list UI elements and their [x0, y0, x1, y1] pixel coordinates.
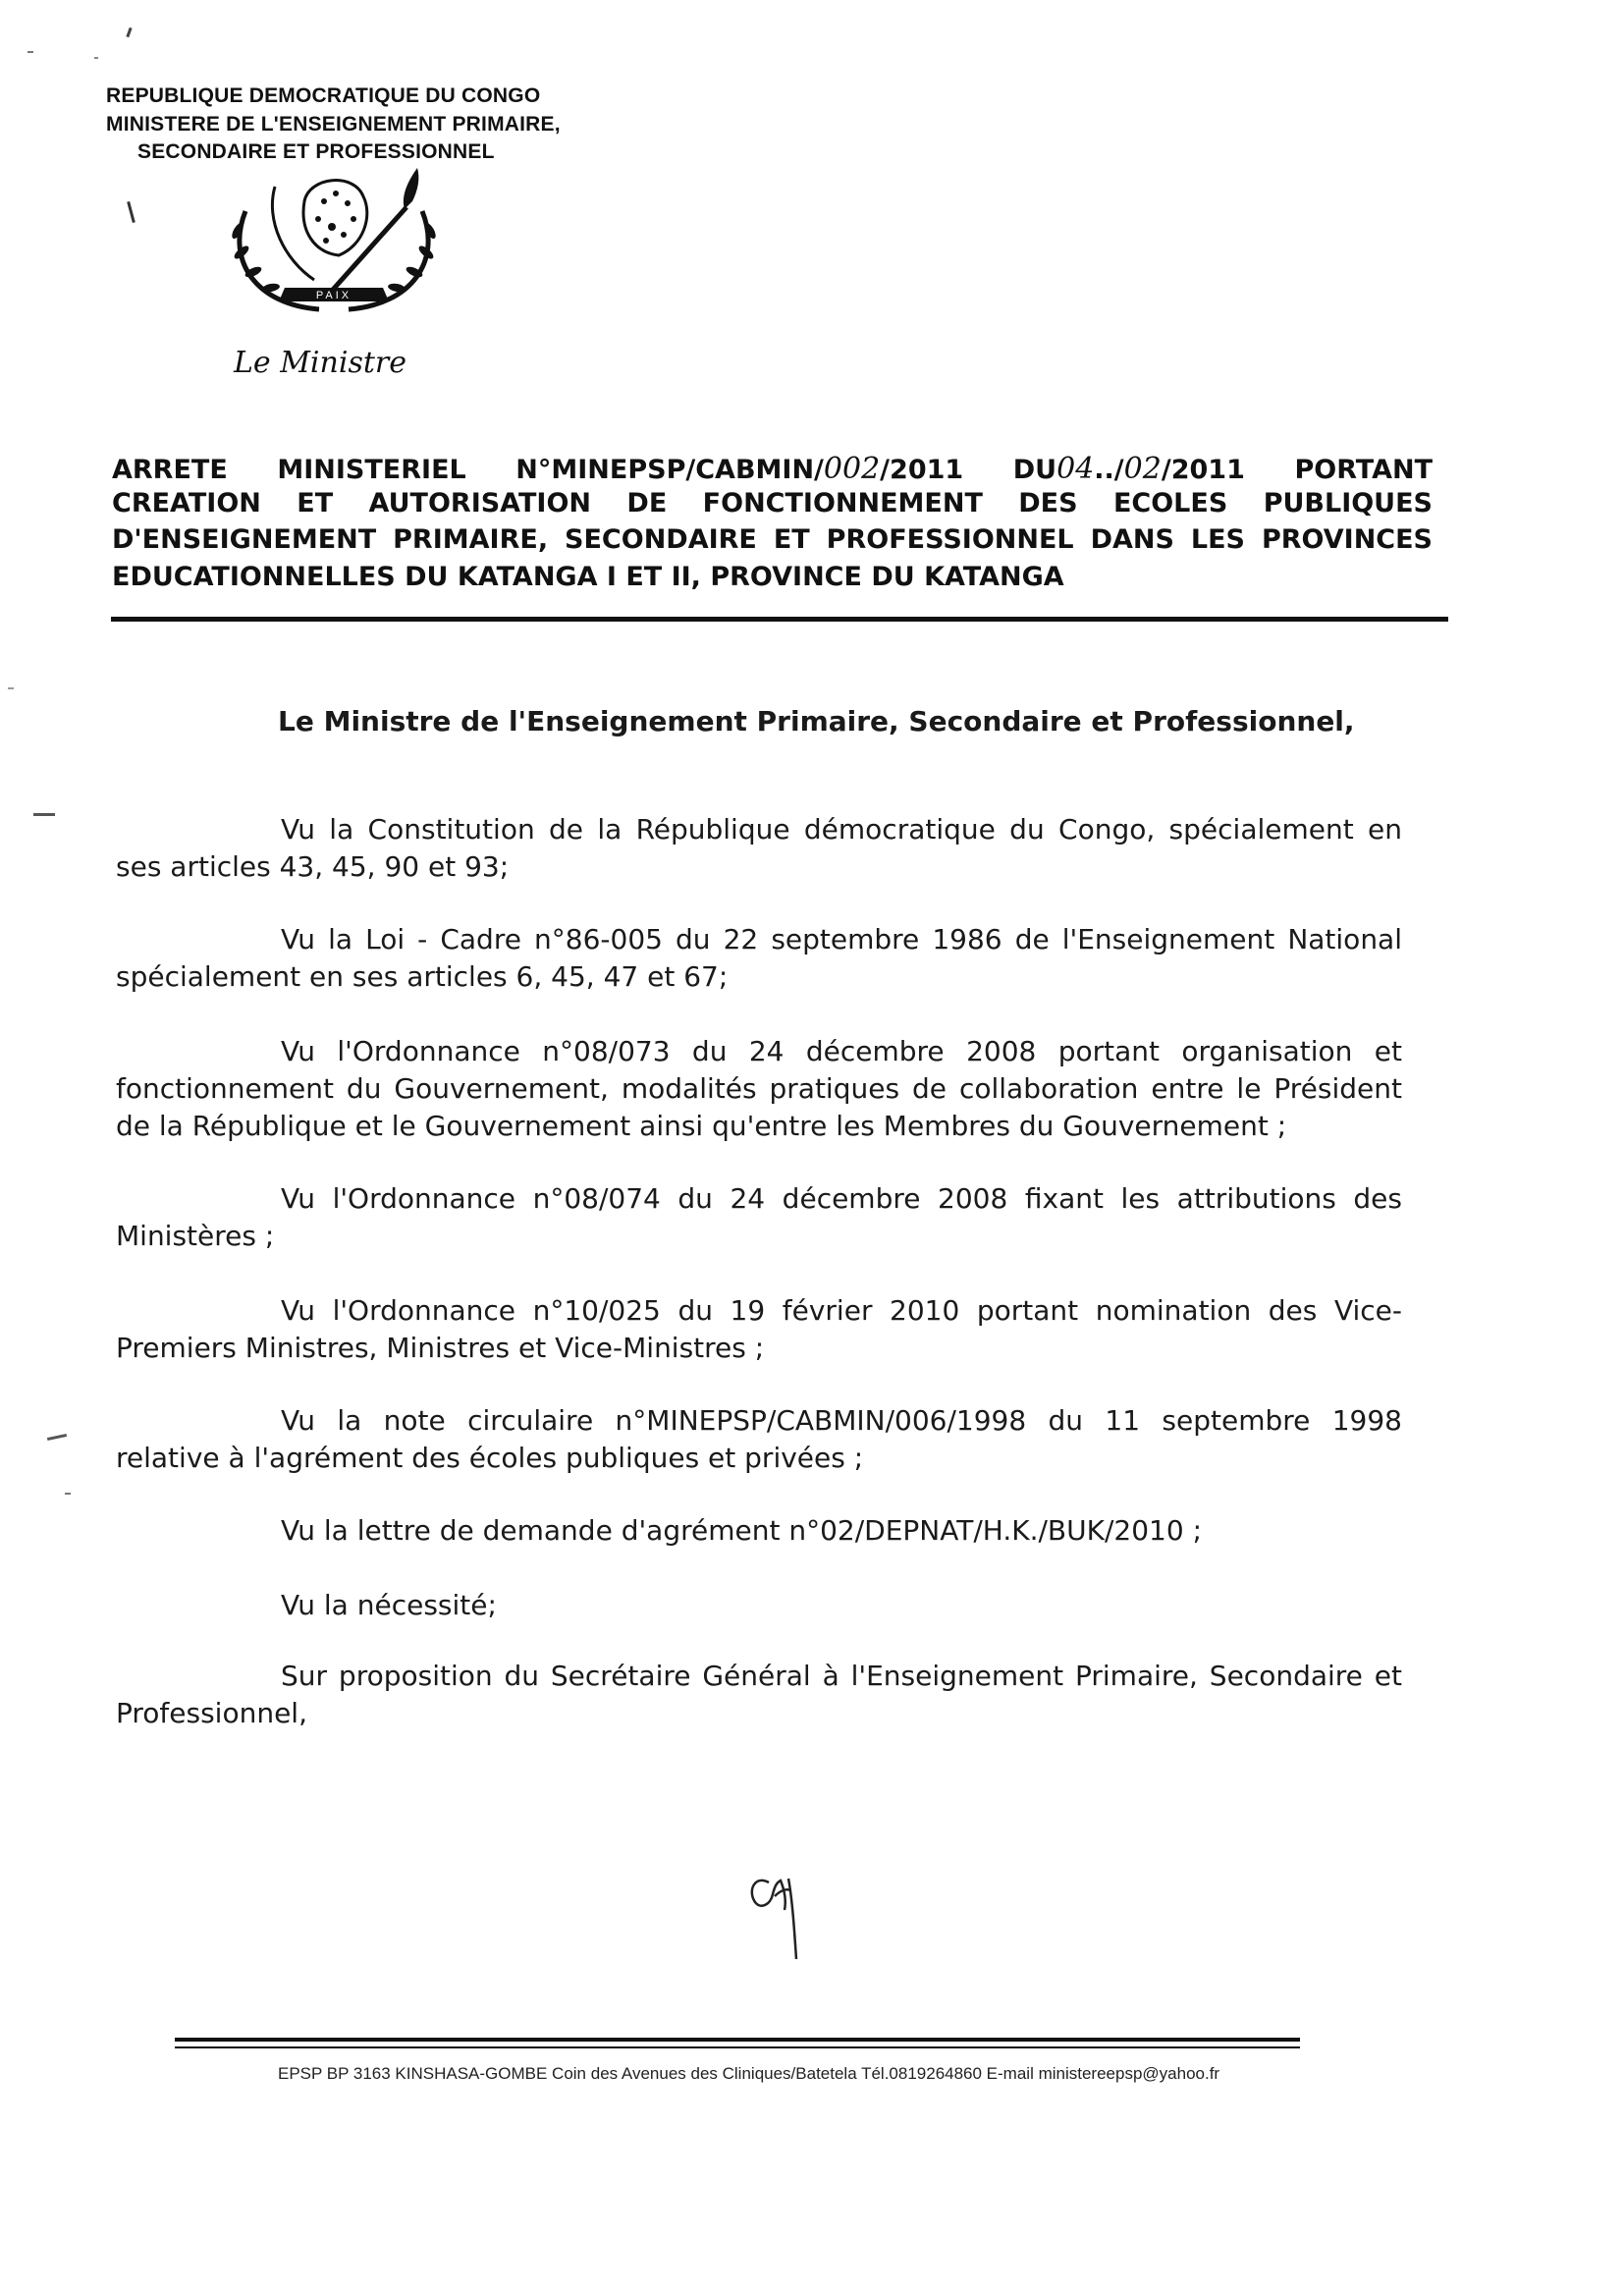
scan-mark	[47, 1434, 67, 1441]
consideration-ordonnance-10-025: Vu l'Ordonnance n°10/025 du 19 février 2010 portant nomination des Vice-Premiers Ministres, Ministres et Vice-Ministres ;	[116, 1294, 1402, 1364]
handwritten-decree-number: 002	[823, 452, 881, 486]
footer-rule-thick	[175, 2038, 1300, 2042]
decree-title-line3: D'ENSEIGNEMENT PRIMAIRE, SECONDAIRE ET PROFESSIONNEL DANS LES PROVINCES	[112, 524, 1433, 555]
scan-mark	[126, 27, 132, 37]
footer-address: EPSP BP 3163 KINSHASA-GOMBE Coin des Avenues des Cliniques/Batetela Tél.0819264860 E-mail ministereepsp@yahoo.fr	[278, 2064, 1220, 2083]
footer-rule-thin	[175, 2046, 1300, 2048]
handwritten-month: 02	[1123, 452, 1162, 486]
consideration-constitution: Vu la Constitution de la République démocratique du Congo, spécialement en ses articles 43, 45, 90 et 93;	[116, 813, 1402, 883]
leopard-coat-of-arms-icon	[216, 162, 452, 324]
letterhead-ministry-line1: MINISTERE DE L'ENSEIGNEMENT PRIMAIRE,	[106, 113, 561, 136]
scan-mark	[94, 57, 98, 59]
consideration-ordonnance-08-074: Vu l'Ordonnance n°08/074 du 24 décembre 2008 fixant les attributions des Ministères ;	[116, 1182, 1402, 1252]
decree-title-line2: CREATION ET AUTORISATION DE FONCTIONNEMENT DES ECOLES PUBLIQUES	[112, 488, 1433, 518]
consideration-note-circulaire: Vu la note circulaire n°MINEPSP/CABMIN/006/1998 du 11 septembre 1998 relative à l'agrément des écoles publiques et privées ;	[116, 1404, 1402, 1474]
consideration-ordonnance-08-073: Vu l'Ordonnance n°08/073 du 24 décembre 2008 portant organisation et fonctionnement du Gouvernement, modalités pratiques de collaboration entre le Président de la République et le Gouvernement ainsi qu'entre les Membres du Gouvernement ;	[116, 1035, 1402, 1142]
consideration-proposition: Sur proposition du Secrétaire Général à l'Enseignement Primaire, Secondaire et Professionnel,	[116, 1660, 1402, 1729]
consideration-necessite: Vu la nécessité;	[281, 1589, 497, 1621]
letterhead-country: REPUBLIQUE DEMOCRATIQUE DU CONGO	[106, 84, 541, 107]
consideration-loi-cadre: Vu la Loi - Cadre n°86-005 du 22 septembre 1986 de l'Enseignement National spécialement en ses articles 6, 45, 47 et 67;	[116, 923, 1402, 993]
scan-mark	[65, 1493, 71, 1495]
emblem-motto: PAIX	[315, 290, 352, 301]
authority-line: Le Ministre de l'Enseignement Primaire, Secondaire et Professionnel,	[278, 705, 1355, 737]
title-rule	[111, 617, 1448, 622]
minister-label: Le Ministre	[234, 346, 406, 380]
scan-mark	[33, 813, 55, 816]
decree-title-line1: ARRETE MINISTERIEL N°MINEPSP/CABMIN/002/2011 DU04../02/2011 PORTANT	[112, 452, 1434, 486]
scan-mark	[27, 51, 33, 53]
scan-mark	[8, 687, 14, 689]
letterhead-ministry-line2: SECONDAIRE ET PROFESSIONNEL	[137, 140, 495, 163]
handwritten-initials-icon	[741, 1861, 820, 1969]
consideration-lettre-demande: Vu la lettre de demande d'agrément n°02/DEPNAT/H.K./BUK/2010 ;	[281, 1514, 1203, 1547]
decree-title-line4: EDUCATIONNELLES DU KATANGA I ET II, PROVINCE DU KATANGA	[112, 562, 1064, 592]
handwritten-day: 04	[1056, 452, 1095, 486]
scan-mark	[127, 201, 135, 223]
